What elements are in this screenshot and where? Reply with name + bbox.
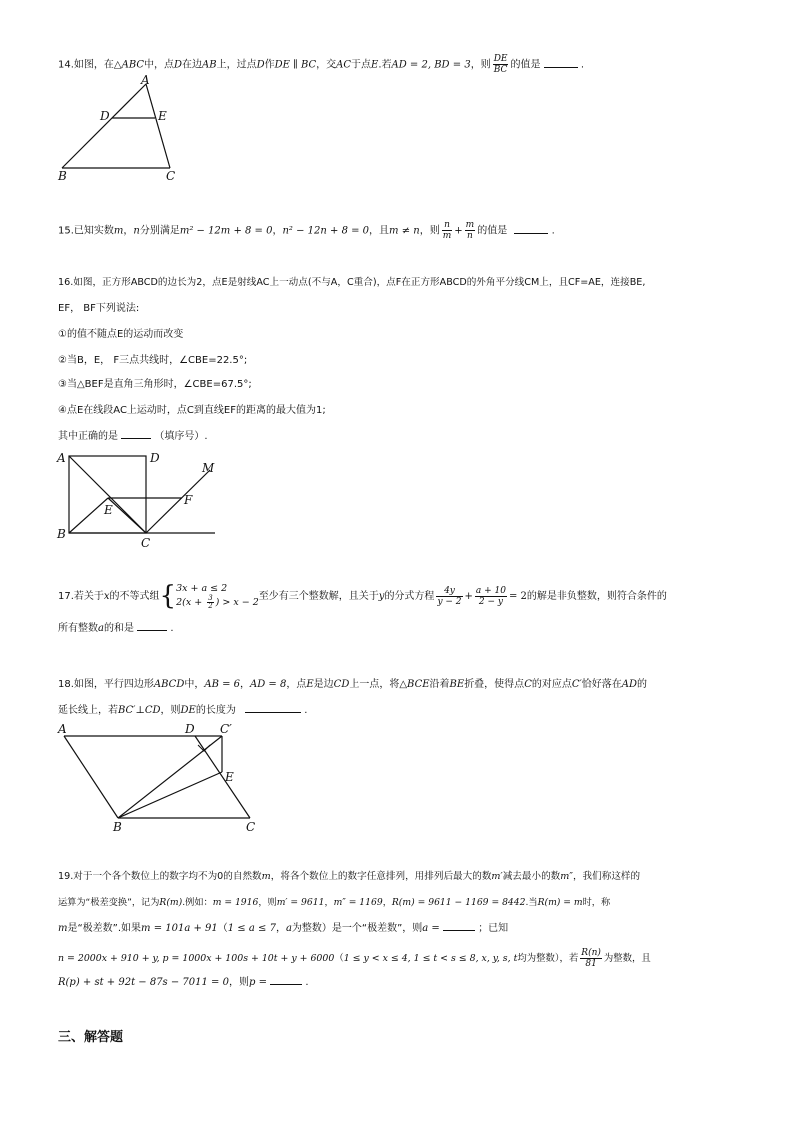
q14-label-e: E bbox=[158, 109, 167, 123]
q18-figure bbox=[52, 718, 272, 838]
section-3-title: 三、解答题 bbox=[58, 1030, 124, 1045]
q18-label-e: E bbox=[225, 770, 234, 784]
q18-line2: 延长线上，若BC′⊥CD，则DE的长度为 . bbox=[58, 705, 308, 716]
q16-label-a: A bbox=[57, 451, 66, 465]
q18-label-b: B bbox=[113, 820, 122, 834]
q18-label-d: D bbox=[185, 722, 195, 736]
q16-line1: 16.如图，正方形ABCD的边长为2，点E是射线AC上一动点(不与A，C重合)，点F在正方形ABCD的外角平分线CM上，且CF=AE，连接BE, bbox=[58, 277, 646, 288]
q14-label-b: B bbox=[58, 169, 67, 183]
q18-answer-blank[interactable] bbox=[245, 712, 301, 713]
q17-line2: 所有整数a的和是 . bbox=[58, 623, 174, 634]
q16-line2: EF， BF下列说法: bbox=[58, 303, 140, 314]
q16-item3: ③当△BEF是直角三角形时，∠CBE=67.5°; bbox=[58, 379, 252, 390]
q19-line2: 运算为“极差变换”，记为R(m).例如：m = 1916，则m′ = 9611，m″ = 1169，R(m) = 9611 − 1169 = 8442.当R(m) = m时，称 bbox=[58, 897, 611, 908]
q14-figure bbox=[52, 74, 192, 186]
q15-answer-blank[interactable] bbox=[514, 233, 548, 234]
q14-label-d: D bbox=[100, 109, 110, 123]
q19-answer-blank-a[interactable] bbox=[443, 930, 475, 931]
q17-line1: 17.若关于x的不等式组{ 3x + a ≤ 2 2(x + $\frac{3}{2}$ ) > x − 2 至少有三个整数解，且关于y的分式方程 $\frac{4y}{y - 2}$ + $\frac{a + 10}{2 - y}$ = 2的解是非负整数，则符合条件的 bbox=[58, 581, 667, 611]
q18-label-c: C bbox=[246, 820, 256, 834]
q16-label-e: E bbox=[104, 503, 113, 517]
q19-line1: 19.对于一个各个数位上的数字均不为0的自然数m，将各个数位上的数字任意排列，用排列后最大的数m′减去最小的数m″，我们称这样的 bbox=[58, 871, 641, 882]
q16-item2: ②当B，E， F三点共线时，∠CBE=22.5°; bbox=[58, 355, 248, 366]
q17-brace: { bbox=[159, 581, 177, 611]
q16-item1: ①的值不随点E的运动而改变 bbox=[58, 329, 184, 340]
q16-label-c: C bbox=[141, 536, 151, 550]
q19-answer-blank-p[interactable] bbox=[270, 984, 302, 985]
q16-label-b: B bbox=[57, 527, 66, 541]
q14-label-c: C bbox=[166, 169, 176, 183]
q14-answer-blank[interactable] bbox=[544, 67, 578, 68]
q16-item4: ④点E在线段AC上运动时，点C到直线EF的距离的最大值为1; bbox=[58, 405, 326, 416]
q14-label-a: A bbox=[141, 74, 150, 87]
q16-answer-blank[interactable] bbox=[121, 438, 151, 439]
q19-line4: n = 2000x + 910 + y, p = 1000x + 100s + 10t + y + 6000（1 ≤ y < x ≤ 4, 1 ≤ t < s ≤ 8, x, y, s, t均为整数），若 $\frac{R(n)}{81}$ 为整数，且 bbox=[58, 948, 651, 969]
q17-system: 3x + a ≤ 2 2(x + $\frac{3}{2}$ ) > x − 2 bbox=[176, 583, 259, 610]
q16-label-d: D bbox=[150, 451, 160, 465]
q14-fraction: $\frac{DE}{BC}$ bbox=[493, 54, 508, 75]
q16-figure bbox=[52, 448, 222, 550]
q16-label-f: F bbox=[184, 493, 193, 507]
q18-label-c-prime: C′ bbox=[220, 722, 232, 736]
q14-line1: 14.如图，在△ABC中，点D在边AB上，过点D作DE ∥ BC，交AC于点E.若AD = 2, BD = 3，则 $\frac{DE}{BC}$ 的值是 . bbox=[58, 54, 585, 75]
q19-line5: R(p) + st + 92t − 87s − 7011 = 0，则p = . bbox=[58, 977, 309, 988]
q15-line1: 15.已知实数m，n分别满足m² − 12m + 8 = 0，n² − 12n + 8 = 0，且m ≠ n，则 $\frac{n}{m}$ + $\frac{m}{n}$ 的值是 . bbox=[58, 220, 555, 241]
q18-line1: 18.如图，平行四边形ABCD中，AB = 6，AD = 8，点E是边CD上一点，将△BCE沿着BE折叠，使得点C的对应点C′恰好落在AD的 bbox=[58, 679, 648, 690]
q16-ask: 其中正确的是 （填序号）. bbox=[58, 431, 208, 442]
q18-label-a: A bbox=[58, 722, 67, 736]
q19-line3: m是“极差数”.如果m = 101a + 91（1 ≤ a ≤ 7，a为整数）是一个“极差数”，则a = ；已知 bbox=[58, 923, 509, 934]
q17-answer-blank[interactable] bbox=[137, 630, 167, 631]
q16-label-m: M bbox=[202, 461, 215, 475]
